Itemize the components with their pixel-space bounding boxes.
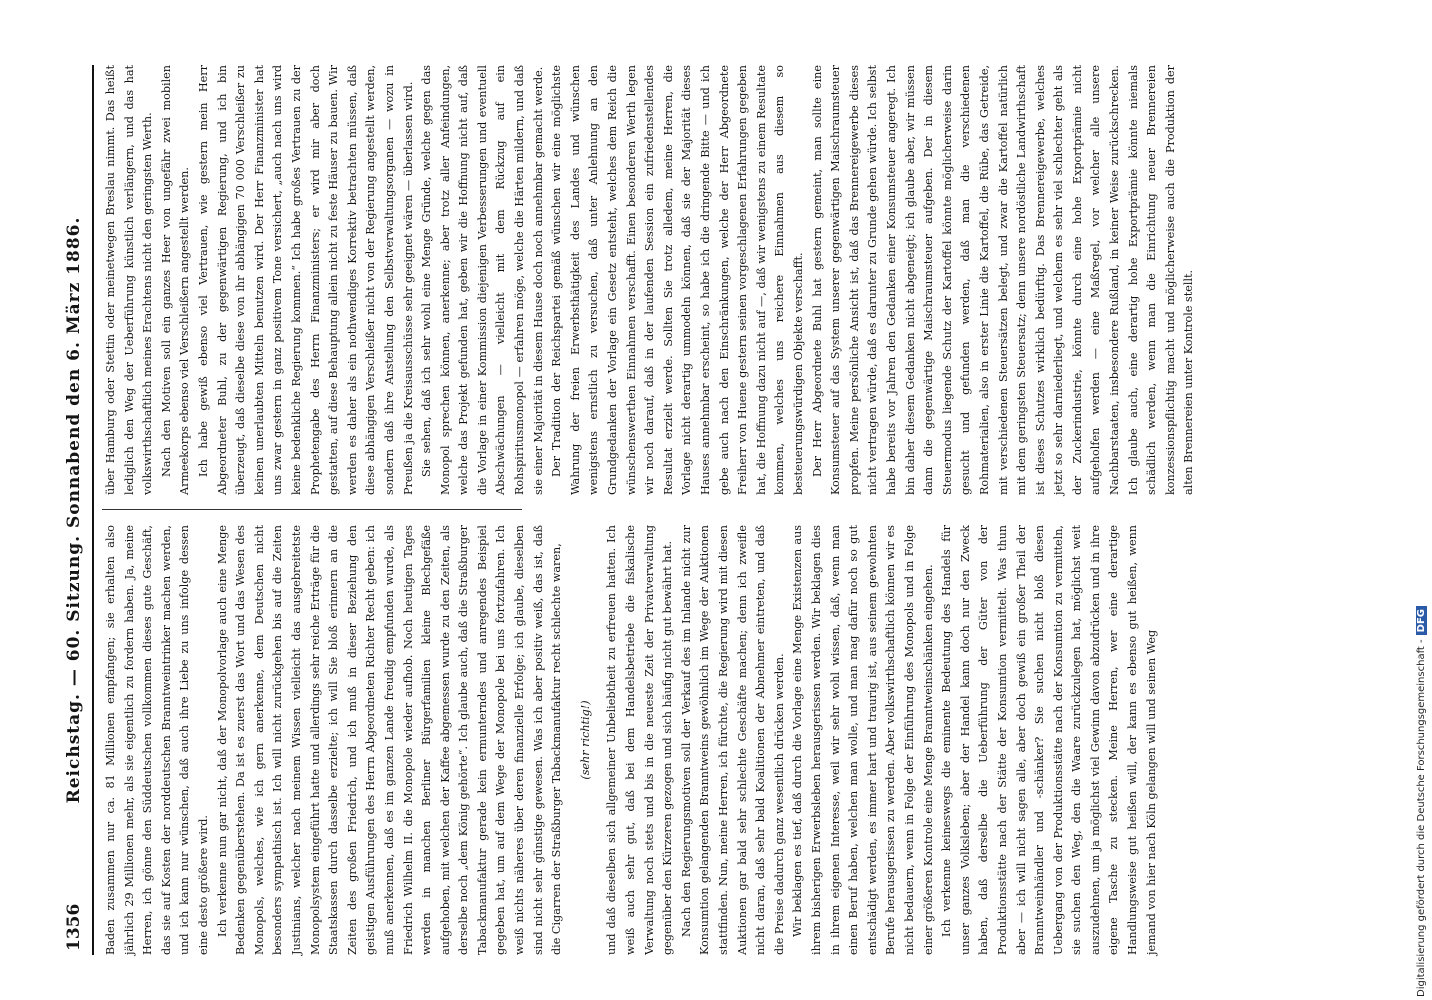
page-header (58, 65, 94, 955)
paragraph: Sie sehen, daß ich sehr wohl eine Menge Gründe, welche gegen das Monopol sprechen können, anerkenne; aber trotz aller Anfeindungen, welche das Projekt gefunden hat, geben wir die Hoffnung nicht auf, daß die Vorlage in einer Kommission diejenigen Verbesserungen und eventuell Abschwächungen — vielleicht mit dem Rückzug auf ein Rohspiritusmonopol — erfahren möge, welche die Härten mildern, und daß sie einer Majorität in diesem Hause doch noch annehmbar gemacht werde. (420, 65, 545, 495)
paragraph: Nach den Motiven soll ein ganzes Heer von ungefähr zwei mobilen Armeekorps ebenso viel Verschleißern angestellt werden. (159, 65, 192, 495)
paragraph: Baden zusammen nur ca. 81 Millionen empfangen; sie erhalten also jährlich 29 Millionen mehr, als sie eigentlich zu fordern haben. Ja, meine Herren, ich gönne den Süddeutschen vollkommen dieses gute Geschäft, das sie auf Kosten der norddeutschen Branntweintrinker machen werden, und ich kann nur wünschen, daß auch ihre Liebe zu uns infolge dessen eine desto größere wird. (104, 525, 210, 955)
credit-text: Digitalisierung gefördert durch die Deutsche Forschungsgemeinschaft - (1416, 639, 1427, 997)
page-number: 1356 (64, 903, 84, 951)
paragraph: Der Tradition der Reichspartei gemäß wünschen wir eine möglichste Wahrung der freien Erwerbsthätigkeit des Landes und wünschen wenigstens ernstlich zu versuchen, daß unter Anlehnung an den Grundgedanken der Vorlage ein Gesetz entsteht, welches dem Reich die wünschenswerthen Einnahmen verschafft. Einen besonderen Werth legen wir noch darauf, daß in der laufenden Session ein zufriedenstellendes Resultat erzielt werde. Sollten Sie trotz alledem, meine Herren, die Vorlage nicht derartig ummodeln können, daß sie der Majorität dieses Hauses annehmbar erscheint, so habe ich die dringende Bitte — und ich gebe auch nach den Einschränkungen, welche der Herr Abgeordnete Freiherr von Huene gestern seinen vorgeschlagenen Erfahrungen gegeben hat, die Hoffnung dazu nicht auf —, daß wir wenigstens zu einem Resultate kommen, welches uns reichere Einnahmen aus diesem so besteuerungswürdigen Objekte verschafft. (550, 65, 805, 495)
rotated-page (58, 65, 1418, 955)
interjection: (sehr richtig!) (578, 700, 592, 780)
left-column (102, 525, 1161, 955)
paragraph: über Hamburg oder Stettin oder meinetwegen Breslau nimmt. Das heißt lediglich den Weg der Ueberführung künstlich verlängern, und das hat volkswirthschaftlich meines Erachtens nicht den geringsten Werth. (104, 65, 155, 495)
paragraph: Ich verkenne keineswegs die eminente Bedeutung des Handels für unser ganzes Volksleben; aber der Handel kann doch nur den Zweck haben, daß derselbe die Ueberführung der Güter von der Produktionsstätte nach der Stätte der Konsumtion vermittelt. Was thun aber — ich will nicht sagen alle, aber doch gewiß ein großer Theil der Branntweinhändler und -schänker? Sie suchen nicht bloß diesen Uebergang von der Produktionsstätte nach der Konsumtion zu vermitteln, sie suchen den Weg, den die Waare zurückzulegen hat, möglichst weit auszudehnen, um ja möglichst viel Gewinn davon abzudrücken und in ihre eigene Tasche zu stecken. Meine Herren, wer eine derartige Handlungsweise gut heißen will, der kann es ebenso gut heißen, wenn jemand von hier nach Köln gelangen will und seinen Weg (940, 525, 1158, 955)
right-column (102, 65, 1199, 495)
paragraph: Ich habe gewiß ebenso viel Vertrauen, wie gestern mein Herr Abgeordneter Buhl, zu der gegenwärtigen Regierung, und ich bin überzeugt, daß dieselbe diese von ihr abhängigen 70 000 Verschleißer zu keinen unerlaubten Mitteln benutzen wird. Der Herr Finanzminister hat uns zwar gestern in ganz positivem Tone versichert, „auch nach uns wird keine bedenkliche Regierung kommen.“ Ich habe großes Vertrauen zu der Prophetengabe des Herrn Finanzministers; er wird mir aber doch gestatten, auf diese Behauptung allein nicht zu feste Häuser zu bauen. Wir werden es daher als ein nothwendiges Korrektiv betrachten müssen, daß diese abhängigen Verschleißer nicht von der Regierung angestellt werden, sondern daß ihre Anstellung den Selbstverwaltungsorganen — wozu in Preußen ja die Kreisausschüsse sehr geeignet wären — überlassen wird. (196, 65, 415, 495)
dfg-logo: DFG (1416, 606, 1427, 635)
column-divider (102, 509, 522, 510)
page-title: Reichstag. — 60. Sitzung. Sonnabend den 6. März 1886. (64, 216, 84, 804)
digitization-credit (1416, 606, 1427, 997)
paragraph: Wir beklagen es tief, daß durch die Vorlage eine Menge Existenzen aus ihrem bisherigen Erwerbsleben herausgerissen werden. Wir beklagen dies in ihrem eigenen Interesse, weil wir sehr wohl wissen, daß, wenn man einen Beruf haben, welchen man wolle, und man mag dafür noch so gut entschädigt werden, es immer hart und traurig ist, aus seinem gewohnten Berufe herausgerissen zu werden. Aber volkswirthschaftlich können wir es nicht bedauern, wenn in Folge der Einführung des Monopols und in Folge einer größeren Kontrole eine Menge Branntweinschänken eingehen. (791, 525, 935, 955)
paragraph: und daß dieselben sich allgemeiner Unbeliebtheit zu erfreuen hatten. Ich weiß auch sehr gut, daß bei dem Handelsbetriebe die fiskalische Verwaltung noch stets und bis in die neueste Zeit der Privatverwaltung gegenüber den Kürzeren gezogen und sich häufig nicht gut bewährt hat. (605, 525, 675, 955)
paragraph: Der Herr Abgeordnete Buhl hat gestern gemeint, man sollte eine Konsumsteuer auf das System unserer gegenwärtigen Maischraumsteuer propfen. Meine persönliche Ansicht ist, daß das Brennereigewerbe dieses nicht vertragen würde, daß es darunter zu Grunde gehen würde. Ich selbst habe bereits vor Jahren den Gedanken einer Konsumsteuer angeregt. Ich bin daher diesem Gedanken nicht abgeneigt; ich glaube aber, wir müssen dann die gegenwärtige Maischraumsteuer aufgeben. Der in diesem Steuermodus liegende Schutz der Kartoffel könnte möglicherweise darin gesucht und gefunden werden, daß man die verschiedenen Rohmaterialien, also in erster Linie die Kartoffel, die Rübe, das Getreide, mit verschiedenen Steuersätzen belegt, und zwar die Kartoffel natürlich mit dem geringsten Steuersatz; denn unsere nordöstliche Landwirthschaft ist dieses Schutzes wirklich bedürftig. Das Brennereigewerbe, welches jetzt so sehr darniederliegt, und welchem es sehr viel schlechter geht als der Zuckerindustrie, könnte durch eine hohe Exportprämie nicht aufgeholfen werden — eine Maßregel, vor welcher alle unsere Nachbarstaaten, insbesondere Rußland, in keiner Weise zurückschrecken. Ich glaube auch, eine derartig hohe Exportprämie könnte niemals schädlich werden, wenn man die Einrichtung neuer Brennereien konzessionspflichtig macht und möglicherweise auch die Produktion der alten Brennereien unter Kontrole stellt. (810, 65, 1196, 495)
paragraph: Ich verkenne nun gar nicht, daß der Monopolvorlage auch eine Menge Bedenken gegenüberstehen. Da ist es zuerst das Wort und das Wesen des Monopols, welches, wie ich gern anerkenne, dem Deutschen nicht besonders sympathisch ist. Ich will nicht zurückgehen bis auf die Zeiten Justinians, welcher nach meinem Wissen vielleicht das ausgebreitetste Monopolsystem eingeführt hatte und allerdings sehr reiche Erträge für die Staatskassen durch dasselbe erzielte; ich will Sie bloß erinnern an die Zeiten des großen Friedrich, und ich muß in dieser Beziehung den geistigen Ausführungen des Herrn Abgeordneten Richter Recht geben: ich muß anerkennen, daß es im ganzen Lande freudig empfunden wurde, als Friedrich Wilhelm II. die Monopole wieder aufhob. Noch heutigen Tages werden in manchen Berliner Bürgerfamilien kleine Blechgefäße aufgehoben, mit welchen der Kaffee abgemessen wurde zu den Zeiten, als derselbe noch „dem König gehörte“. Ich glaube auch, daß die Straßburger Tabackmanufaktur gerade kein ermunterndes und anregendes Beispiel gegeben hat, um auf dem Wege der Monopole bei uns fortzufahren. Ich weiß nichts näheres über deren finanzielle Erfolge; ich glaube, dieselben sind nicht sehr günstige gewesen. Was ich aber positiv weiß, das ist, daß die Cigarren der Straßburger Tabackmanufaktur recht schlechte waren, (215, 525, 564, 955)
paragraph: Nach den Regierungsmotiven soll der Verkauf des im Inlande nicht zur Konsumtion gelangenden Branntweins gewöhnlich im Wege der Auktionen stattfinden. Nun, meine Herren, ich fürchte, die Regierung wird mit diesen Auktionen gar bald sehr schlechte Geschäfte machen; denn ich zweifle nicht daran, daß sehr bald Koalitionen der Abnehmer eintreten, und daß die Preise dadurch ganz wesentlich drücken werden. (679, 525, 786, 955)
